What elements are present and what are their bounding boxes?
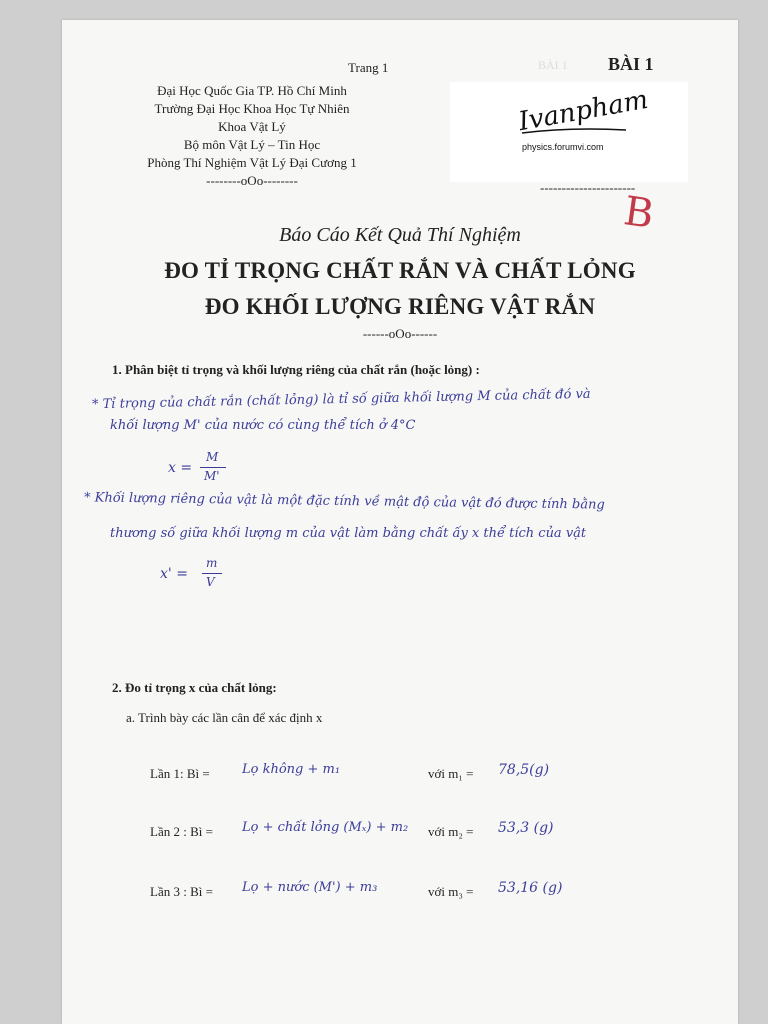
weighing-label: Lần 3 : Bì = bbox=[150, 884, 213, 899]
logo-box bbox=[450, 82, 688, 182]
weighing-with-label: với m₂ = bbox=[428, 824, 474, 839]
handwritten-answer: khối lượng M' của nước có cùng thể tích ở 4°C bbox=[110, 418, 416, 433]
document-page bbox=[62, 20, 738, 1024]
section2-subheading: a. Trình bày các lần cân để xác định x bbox=[126, 710, 323, 725]
handwritten-answer: * Khối lượng riêng của vật là một đặc tính về mật độ của vật đó được tính bằng bbox=[83, 490, 605, 513]
formula-lhs: x = bbox=[168, 460, 193, 476]
weighing-with-label: với m₃ = bbox=[428, 884, 474, 899]
institution-line: Khoa Vật Lý bbox=[218, 119, 286, 134]
institution-line: Bộ môn Vật Lý – Tin Học bbox=[183, 137, 321, 152]
formula-numerator: m bbox=[206, 556, 218, 570]
weighing-with-label: với m₁ = bbox=[428, 766, 474, 781]
institution-line: Phòng Thí Nghiệm Vật Lý Đại Cương 1 bbox=[147, 155, 357, 170]
report-title-line2: ĐO KHỐI LƯỢNG RIÊNG VẬT RẮN bbox=[204, 294, 596, 319]
formula-denominator: M' bbox=[204, 469, 220, 483]
weighing-label: Lần 2 : Bì = bbox=[150, 824, 213, 839]
fraction-bar bbox=[202, 573, 222, 574]
institution-line: Đại Học Quốc Gia TP. Hồ Chí Minh bbox=[157, 83, 347, 98]
formula-numerator: M bbox=[206, 450, 219, 464]
fraction-bar bbox=[200, 467, 226, 468]
weighing-label: Lần 1: Bì = bbox=[150, 766, 210, 781]
formula-density bbox=[160, 556, 250, 596]
right-dashes: ---------------------- bbox=[540, 180, 636, 195]
weighing-value: 78,5(g) bbox=[498, 762, 550, 778]
section1-heading: 1. Phân biệt tỉ trọng và khối lượng riêng của chất rắn (hoặc lỏng) : bbox=[112, 362, 480, 377]
section2-heading: 2. Đo tỉ trọng x của chất lỏng: bbox=[112, 680, 277, 695]
weighing-description: Lọ + chất lỏng (Mₓ) + m₂ bbox=[242, 820, 409, 835]
title-separator: ------oOo------ bbox=[362, 326, 438, 341]
institution-separator: --------oOo-------- bbox=[206, 173, 298, 188]
bleed-through-text: BÀI 1 bbox=[538, 58, 568, 72]
formula-lhs: x' = bbox=[160, 566, 188, 582]
formula-specific-gravity bbox=[168, 450, 248, 490]
report-subtitle: Báo Cáo Kết Quả Thí Nghiệm bbox=[279, 224, 521, 246]
handwritten-answer: thương số giữa khối lượng m của vật làm bằng chất ấy x thể tích của vật bbox=[110, 526, 587, 541]
lesson-label: BÀI 1 bbox=[608, 54, 654, 74]
weighing-description: Lọ + nước (M') + m₃ bbox=[242, 880, 378, 895]
institution-block bbox=[102, 82, 402, 190]
signature-logo: Ivanpham bbox=[516, 84, 651, 138]
report-title-line1: ĐO TỈ TRỌNG CHẤT RẮN VÀ CHẤT LỎNG bbox=[164, 258, 636, 283]
logo-url: physics.forumvi.com bbox=[522, 142, 604, 152]
signature-underline bbox=[520, 126, 630, 136]
page-label: Trang 1 bbox=[348, 60, 389, 75]
weighing-value: 53,3 (g) bbox=[498, 820, 554, 836]
weighing-description: Lọ không + m₁ bbox=[242, 762, 341, 777]
formula-denominator: V bbox=[206, 575, 215, 589]
weighing-value: 53,16 (g) bbox=[498, 880, 563, 896]
institution-line: Trường Đại Học Khoa Học Tự Nhiên bbox=[154, 101, 350, 116]
grade-mark: B bbox=[620, 188, 657, 238]
handwritten-answer: * Tỉ trọng của chất rắn (chất lỏng) là tỉ số giữa khối lượng M của chất đó và bbox=[91, 386, 591, 413]
